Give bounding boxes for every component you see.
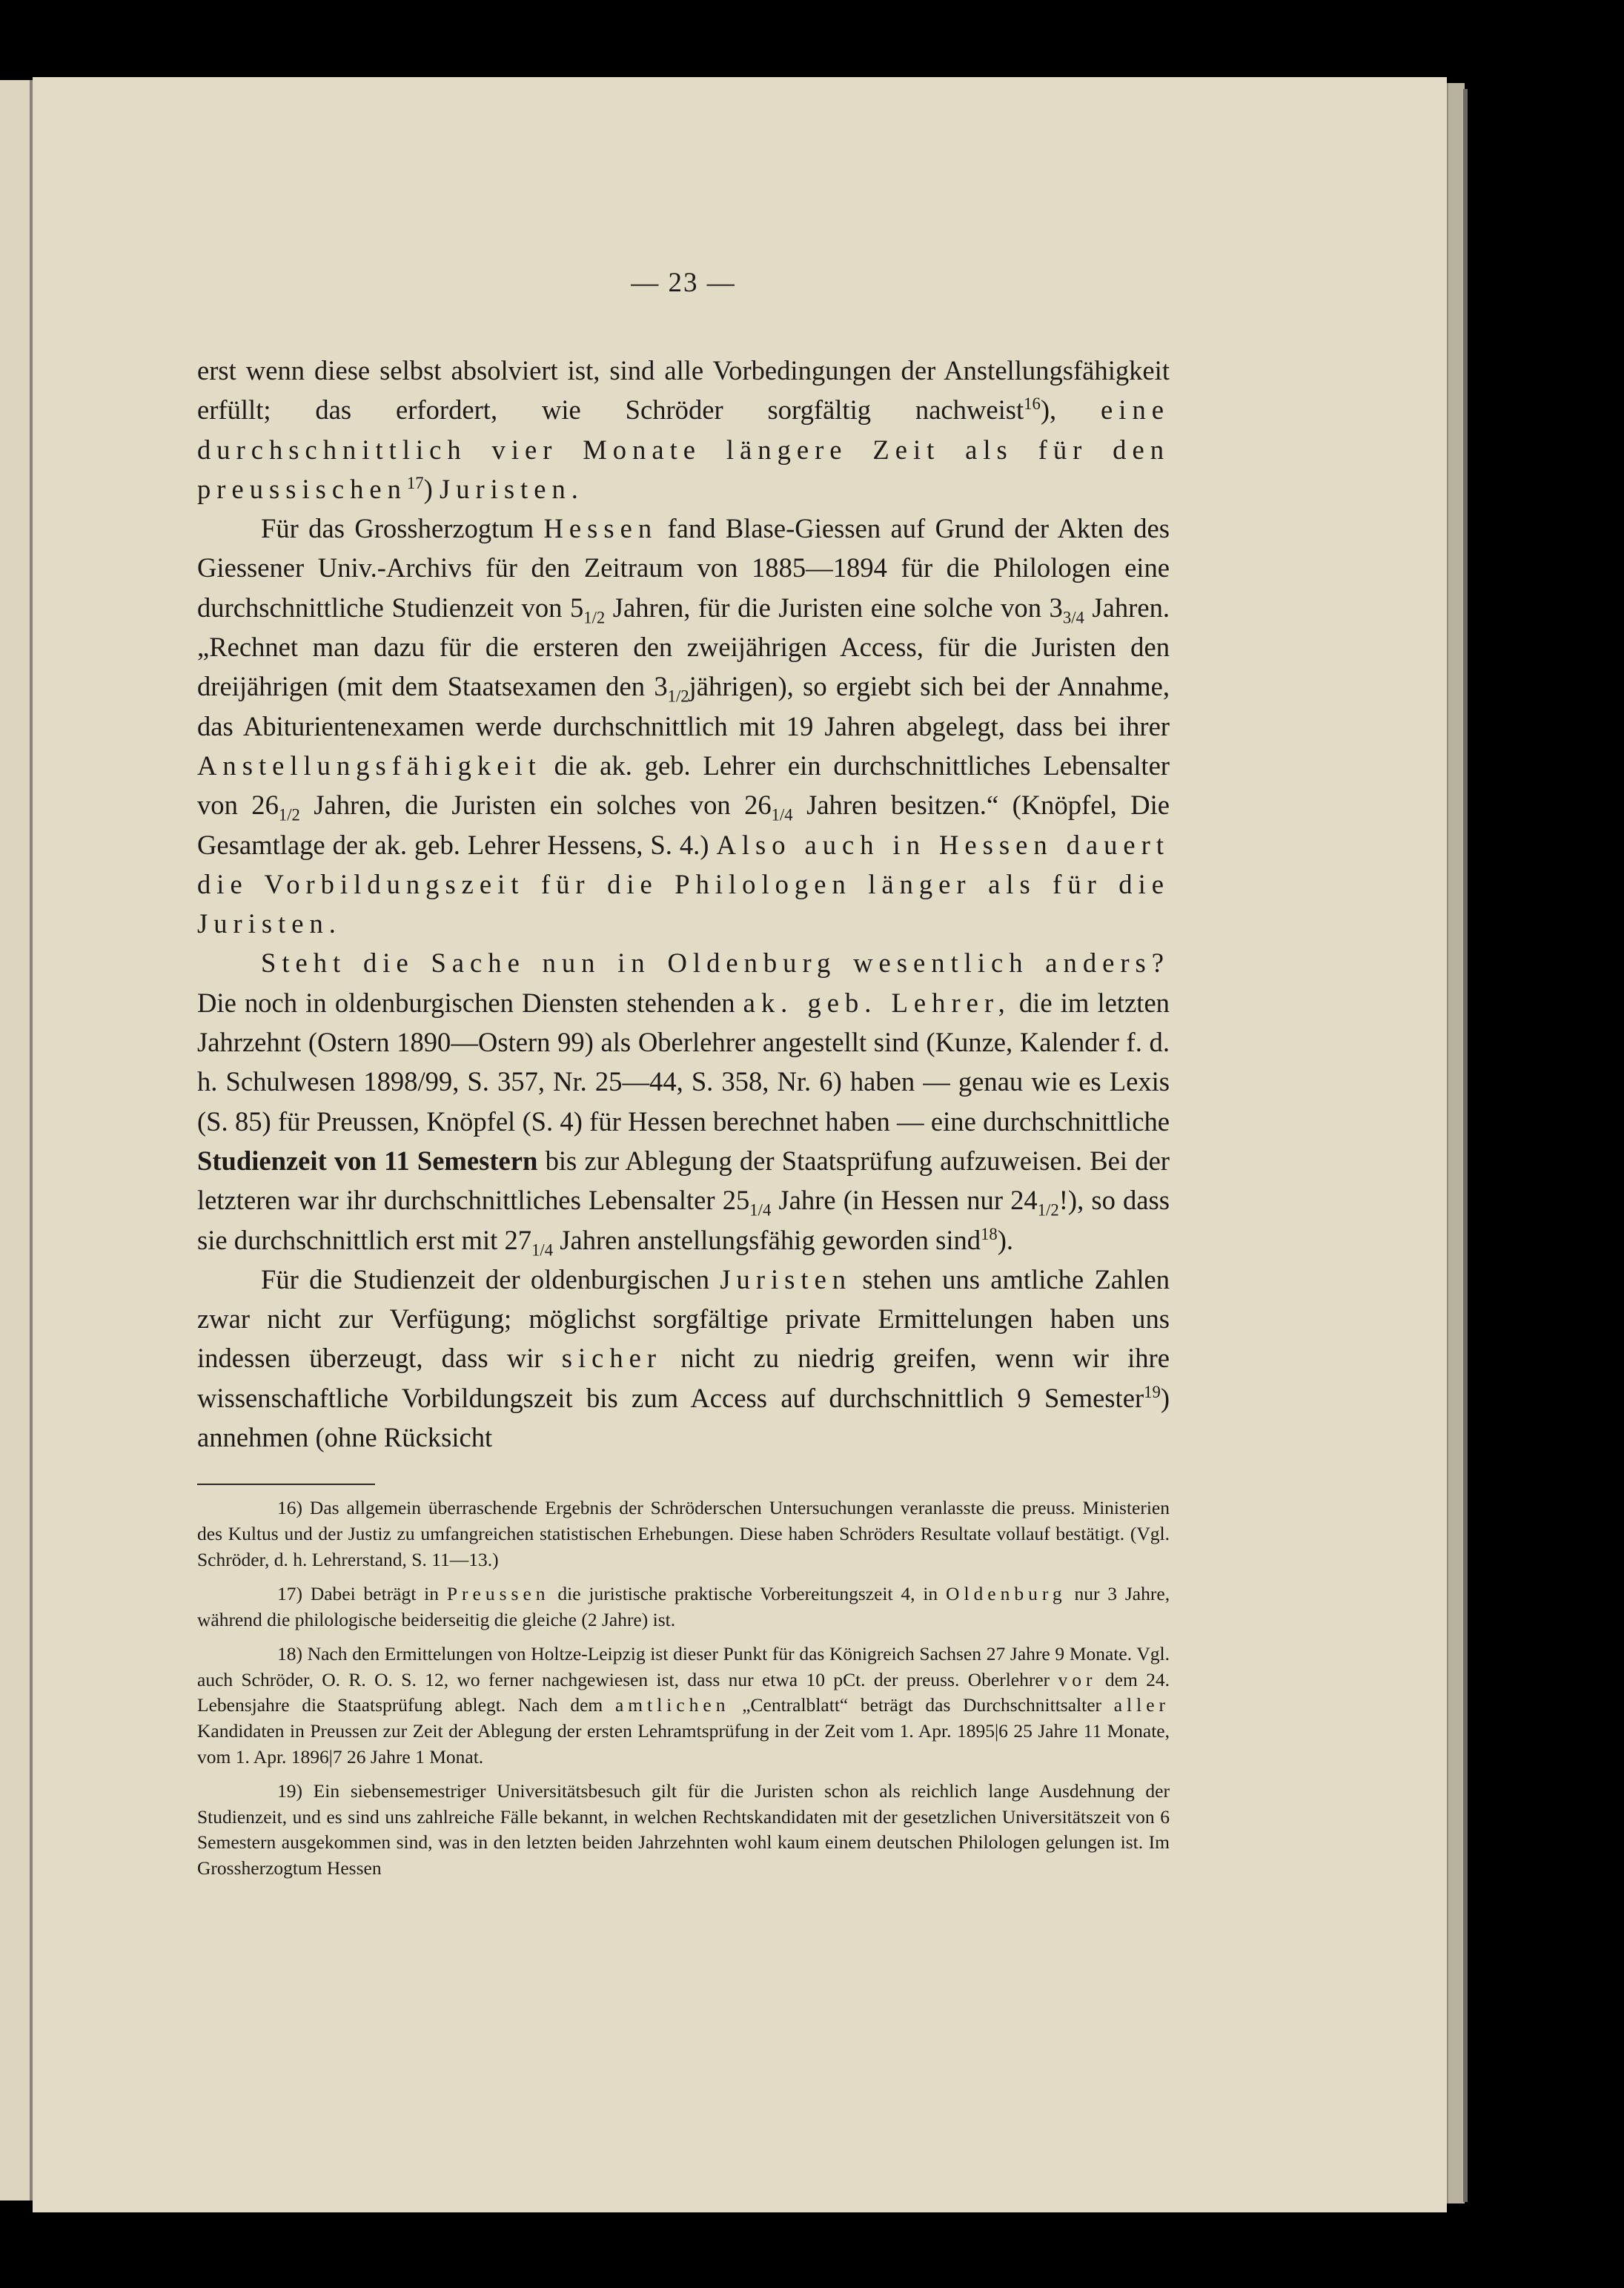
spaced-emphasis: amtlichen bbox=[614, 1694, 730, 1716]
footnote-ref-17: 17 bbox=[406, 473, 424, 492]
text-span: „Centralblatt“ beträgt das Durchschnittsalter bbox=[742, 1694, 1102, 1716]
spaced-emphasis: Steht die Sache nun in Oldenburg wesentlich anders? bbox=[261, 948, 1170, 979]
body-text bbox=[197, 351, 1170, 1457]
spaced-emphasis: eine durchschnittlich vier Monate längere Zeit als für den preussischen bbox=[197, 394, 1170, 504]
text-span: Für die Studienzeit der oldenburgischen bbox=[261, 1263, 710, 1295]
text-span: Jahren, für die Juristen eine solche von 3 bbox=[612, 592, 1063, 623]
fraction: 1/2 bbox=[278, 805, 300, 824]
fraction: 1/2 bbox=[583, 608, 606, 627]
footnote-18 bbox=[197, 1641, 1170, 1770]
text-span: 17) Dabei beträgt in bbox=[277, 1583, 440, 1605]
footnote-17 bbox=[197, 1581, 1170, 1633]
text-span: nur 3 Jahre, während die philologische beiderseitig die gleiche (2 Jahre) ist. bbox=[197, 1583, 1170, 1630]
text-span: die ak. geb. Lehrer ein durchschnittliches Lebensalter von 26 bbox=[197, 750, 1170, 821]
text-span: !), so dass sie durchschnittlich erst mit 27 bbox=[197, 1185, 1170, 1255]
spaced-emphasis: aller bbox=[1113, 1694, 1170, 1716]
fraction: 1/4 bbox=[531, 1240, 554, 1259]
text-span: dem 24. Lebensjahre die Staatsprüfung ablegt. Nach dem bbox=[197, 1668, 1170, 1716]
spaced-emphasis: Hessen bbox=[543, 513, 658, 544]
text-span: ) annehmen (ohne Rücksicht bbox=[197, 1382, 1170, 1453]
fraction: 1/4 bbox=[749, 1200, 772, 1220]
footnote-ref-19: 19 bbox=[1144, 1382, 1161, 1401]
page-stack-edge bbox=[1447, 83, 1465, 2203]
text-span: ) bbox=[423, 473, 433, 504]
text-span: stehen uns amtliche Zahlen zwar nicht zur Verfügung; möglichst sorgfältige private Ermittelungen haben uns indessen überzeugt, dass wir bbox=[197, 1263, 1170, 1374]
spaced-emphasis: Juristen bbox=[720, 1263, 852, 1295]
spaced-emphasis: Anstellungsfähigkeit bbox=[197, 750, 542, 781]
spaced-emphasis: Juristen. bbox=[439, 473, 584, 504]
spaced-emphasis: sicher bbox=[561, 1343, 663, 1374]
footnote-19: 19) Ein siebensemestriger Universitätsbesuch gilt für die Juristen schon als reichlich lange Ausdehnung der Studienzeit, und es sind uns zahlreiche Fälle bekannt, in welchen Rechtskandidaten mit der gesetzlichen Universitätszeit von 6 Semestern ausgekommen sind, was in den letzten beiden Jahrzehnten wohl kaum einem deutschen Philologen gelungen ist. Im Grossherzogtum Hessen bbox=[197, 1780, 1170, 1879]
text-span: Kandidaten in Preussen zur Zeit der Ablegung der ersten Lehramtsprüfung in der Zeit vom 1. Apr. 1895|6 25 Jahre 11 Monate, vom 1. Apr. 1896|7 26 Jahre 1 Monat. bbox=[197, 1720, 1170, 1768]
footnote-divider bbox=[197, 1484, 375, 1485]
page-content bbox=[197, 267, 1170, 1891]
text-span: die im letzten Jahrzehnt (Ostern 1890—Ostern 99) als Oberlehrer angestellt sind (Kunze, Kalender f. d. h. Schulwesen 1898/99, S. 357, Nr. 25—44, S. 358, Nr. 6) haben — genau wie es Lexis (S. 85) für Preussen, Knöpfel (S. 4) für Hessen berechnet haben — eine durchschnittliche bbox=[197, 987, 1170, 1137]
bold-emphasis: Studienzeit von 11 Semestern bbox=[197, 1145, 538, 1176]
text-span: fand Blase-Giessen auf Grund der Akten des Giessener Univ.-Archivs für den Zeitraum von 1885—1894 für die Philologen eine durchschnittliche Studienzeit von 5 bbox=[197, 513, 1170, 623]
text-span: ), bbox=[1040, 394, 1057, 426]
spaced-emphasis: Oldenburg bbox=[946, 1583, 1067, 1605]
spaced-emphasis: Preussen bbox=[446, 1583, 550, 1605]
fraction: 1/4 bbox=[771, 805, 793, 824]
spaced-emphasis: vor bbox=[1058, 1668, 1097, 1690]
text-span: jährigen), so ergiebt sich bei der Annahme, das Abiturientenexamen werde durchschnittlich mit 19 Jahren abgelegt, dass bei ihrer bbox=[197, 671, 1170, 741]
text-span: erst wenn diese selbst absolviert ist, sind alle Vorbedingungen der Anstellungsfähigkeit erfüllt; das erfordert, wie Schröder sorgfältig nachweist bbox=[197, 355, 1170, 426]
paragraph-1 bbox=[197, 351, 1170, 509]
book-spine-shadow bbox=[1463, 89, 1468, 2202]
footnote-ref-18: 18 bbox=[981, 1224, 998, 1243]
paragraph-2 bbox=[197, 509, 1170, 943]
spaced-emphasis: ak. geb. Lehrer, bbox=[743, 987, 1011, 1018]
text-span: Jahren, die Juristen ein solches von 26 bbox=[314, 790, 772, 821]
page-number: — 23 — bbox=[631, 268, 736, 298]
fraction: 3/4 bbox=[1062, 608, 1084, 627]
footnote-ref-16: 16 bbox=[1024, 394, 1041, 414]
text-span: 18) Nach den Ermittelungen von Holtze-Leipzig ist dieser Punkt für das Königreich Sachsen 27 Jahre 9 Monate. Vgl. auch Schröder, O. R. O. S. 12, wo ferner nachgewiesen ist, dass nur etwa 10 pCt. der preuss. Oberlehrer bbox=[197, 1643, 1170, 1690]
spaced-emphasis: Also auch in Hessen dauert die Vorbildungszeit für die Philologen länger als für die Juristen. bbox=[197, 829, 1170, 939]
footnote-16: 16) Das allgemein überraschende Ergebnis der Schröderschen Untersuchungen veranlasste die preuss. Ministerien des Kultus und der Justiz zu umfangreichen statistischen Erhebungen. Diese haben Schröders Resultate vollauf bestätigt. (Vgl. Schröder, d. h. Lehrerstand, S. 11—13.) bbox=[197, 1497, 1170, 1570]
text-span: Jahre (in Hessen nur 24 bbox=[778, 1185, 1038, 1216]
footnotes bbox=[197, 1495, 1170, 1881]
text-span: nicht zu niedrig greifen, wenn wir ihre wissenschaftliche Vorbildungszeit bis zum Access auf durchschnittlich 9 Semester bbox=[197, 1343, 1170, 1413]
text-span: Jahren besitzen.“ (Knöpfel, Die Gesamtlage der ak. geb. Lehrer Hessens, S. 4.) bbox=[197, 790, 1170, 860]
text-span: ). bbox=[997, 1224, 1014, 1255]
paragraph-3 bbox=[197, 943, 1170, 1259]
fraction: 1/2 bbox=[667, 687, 689, 706]
text-span: Jahren. „Rechnet man dazu für die ersteren den zweijährigen Access, für die Juristen den dreijährigen (mit dem Staatsexamen den 3 bbox=[197, 592, 1170, 702]
text-span: Für das Grossherzogtum bbox=[261, 513, 534, 544]
text-span: Die noch in oldenburgischen Diensten stehenden bbox=[197, 987, 735, 1018]
left-page-edge bbox=[0, 80, 33, 2201]
text-span: die juristische praktische Vorbereitungszeit 4, in bbox=[557, 1583, 938, 1605]
text-span: Jahren anstellungsfähig geworden sind bbox=[560, 1224, 981, 1255]
text-span: bis zur Ablegung der Staatsprüfung aufzuweisen. Bei der letzteren war ihr durchschnittliches Lebensalter 25 bbox=[197, 1145, 1170, 1216]
paragraph-4 bbox=[197, 1260, 1170, 1457]
fraction: 1/2 bbox=[1037, 1200, 1059, 1220]
